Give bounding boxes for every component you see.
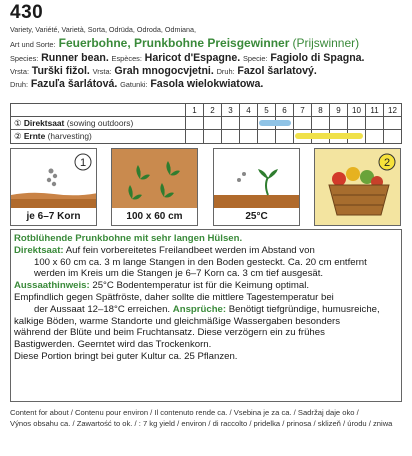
schedule-bar (295, 133, 363, 139)
month-label: 3 (221, 104, 239, 117)
text-line: Benötigt tiefgründige, humusreiche, (226, 303, 380, 315)
art-alt-name: (Prijswinner) (292, 36, 360, 50)
text-line: werden im Kreis um die Stangen je 6–7 Korn ca. 3 cm tief ausgesät. (34, 268, 324, 280)
month-cell (185, 117, 203, 130)
text-line: Empfindlich gegen Spätfröste, daher sollte die mittlere Tagestemperatur bei (14, 291, 334, 303)
month-cell (185, 130, 203, 143)
schedule-bar (259, 120, 291, 126)
schedule-row-label (14, 118, 133, 128)
instructions-text (10, 229, 402, 402)
row-title: Ernte (23, 131, 46, 141)
month-cell (203, 130, 221, 143)
aussaat-heading: Aussaathinweis: (14, 280, 90, 292)
schedule-row-direktsaat (11, 117, 401, 130)
month-cell (239, 130, 257, 143)
icon-caption: 100 x 60 cm (112, 208, 197, 225)
schedule-row-label (14, 131, 92, 141)
species-label: Espèces: (111, 54, 142, 63)
footer-line-2: Výnos obsahu ca. / Zawartość to ok. / : 7 kg yield / environ / di raccolto / pridelka / prinosa / sklizeň / úrodu / zniwa (10, 419, 393, 428)
species-value: Runner bean. (41, 52, 109, 64)
row-title: Direktsaat (23, 118, 65, 128)
month-cell (257, 130, 275, 143)
aussaat-para (14, 280, 398, 292)
art-name: Feuerbohne, Prunkbohne Preisgewinner (58, 36, 290, 50)
month-cell (365, 130, 383, 143)
month-cell (221, 117, 239, 130)
species-label: Species: (10, 54, 39, 63)
text-line: während der Blüte und beim Fruchtansatz. Diese verzögern ein zu frühes (14, 327, 325, 339)
text-line: Bastigwerden. Geerntet wird das Trockenkorn. (14, 339, 212, 351)
text-title: Rotblühende Prunkbohne mit sehr langen Hülsen. (14, 233, 243, 244)
month-cell (383, 117, 401, 130)
row-subtitle: (harvesting) (47, 131, 92, 141)
month-label: 12 (383, 104, 401, 117)
icon-box-sowing (10, 148, 97, 226)
portion-text: Diese Portion bringt bei guter Kultur ca. 25 Pflanzen. (14, 350, 238, 362)
text-line: Auf fein vorbereitetes Freilandbeet werden im Abstand von (63, 244, 315, 256)
species-line-1 (10, 52, 365, 64)
month-cell (203, 117, 221, 130)
species-value: Fazuľa šarlátová. (30, 78, 118, 90)
species-label: Druh: (10, 80, 29, 89)
icon-box-harvest (314, 148, 401, 226)
species-line-3 (10, 78, 263, 90)
species-value: Grah mnogocvjetni. (114, 65, 214, 77)
text-line (14, 304, 398, 316)
schedule-row-ernte (11, 130, 401, 143)
product-number: 430 (10, 2, 44, 23)
instruction-icons (10, 148, 402, 226)
footer-line-1: Content for about / Contenu pour environ / Il contenuto rende ca. / Vsebina je za ca. / Sadržaj daje oko / (10, 408, 359, 417)
art-line (10, 36, 359, 50)
species-value: Fazol šarlatový. (237, 65, 317, 77)
month-cell (239, 117, 257, 130)
month-label: 10 (347, 104, 365, 117)
direktsaat-heading: Direktsaat: (14, 244, 64, 256)
species-label: Vrsta: (10, 67, 30, 76)
month-cell (365, 117, 383, 130)
direktsaat-para (14, 245, 398, 257)
text-line: der Aussaat 12–18°C erreichen. (34, 303, 173, 315)
species-line-2 (10, 65, 317, 77)
icon-badge: 1 (79, 157, 87, 169)
icon-caption: je 6–7 Korn (11, 208, 96, 225)
month-cell (347, 117, 365, 130)
variety-labels: Variety, Variété, Varietà, Sorta, Odrüda, Odroda, Odmiana, (10, 25, 197, 34)
species-value: Fagiolo di Spagna. (270, 52, 365, 64)
schedule-header-row (11, 104, 401, 117)
month-cell (383, 130, 401, 143)
month-cell (275, 130, 293, 143)
step-marker: ① (14, 118, 22, 128)
species-label: Gatunki: (120, 80, 148, 89)
icon-badge: 2 (383, 157, 391, 169)
month-cell (311, 117, 329, 130)
icon-caption: 25°C (214, 208, 299, 225)
text-line: kalkige Böden, warme Standorte und gleichmäßige Wassergaben besonders (14, 315, 341, 327)
species-value: Haricot d'Espagne. (144, 52, 241, 64)
month-label: 6 (275, 104, 293, 117)
art-label: Art und Sorte: (10, 40, 56, 49)
month-label: 2 (203, 104, 221, 117)
species-label: Vrsta: (92, 67, 112, 76)
species-value: Fasola wielokwiatowa. (150, 78, 264, 90)
month-label: 9 (329, 104, 347, 117)
month-cell (329, 117, 347, 130)
icon-box-temperature (213, 148, 300, 226)
month-cell (293, 117, 311, 130)
species-value: Turški fižol. (31, 65, 90, 77)
month-label: 8 (311, 104, 329, 117)
species-label: Druh: (216, 67, 235, 76)
species-label: Specie: (242, 54, 268, 63)
harvest-basket-icon (315, 149, 401, 226)
step-marker: ② (14, 131, 22, 141)
month-label: 4 (239, 104, 257, 117)
month-cell (221, 130, 239, 143)
ansprueche-heading: Ansprüche: (172, 303, 227, 315)
sowing-schedule-table (10, 103, 402, 144)
text-line: 100 x 60 cm ca. 3 m lange Stangen in den Boden gesteckt. Ca. 20 cm entfernt (34, 256, 367, 268)
text-line: 25°C Bodentemperatur ist für die Keimung optimal. (89, 280, 309, 292)
month-label: 11 (365, 104, 383, 117)
icon-box-spacing (111, 148, 198, 226)
month-label: 1 (185, 104, 203, 117)
month-label: 5 (257, 104, 275, 117)
row-subtitle: (sowing outdoors) (66, 118, 134, 128)
month-label: 7 (293, 104, 311, 117)
